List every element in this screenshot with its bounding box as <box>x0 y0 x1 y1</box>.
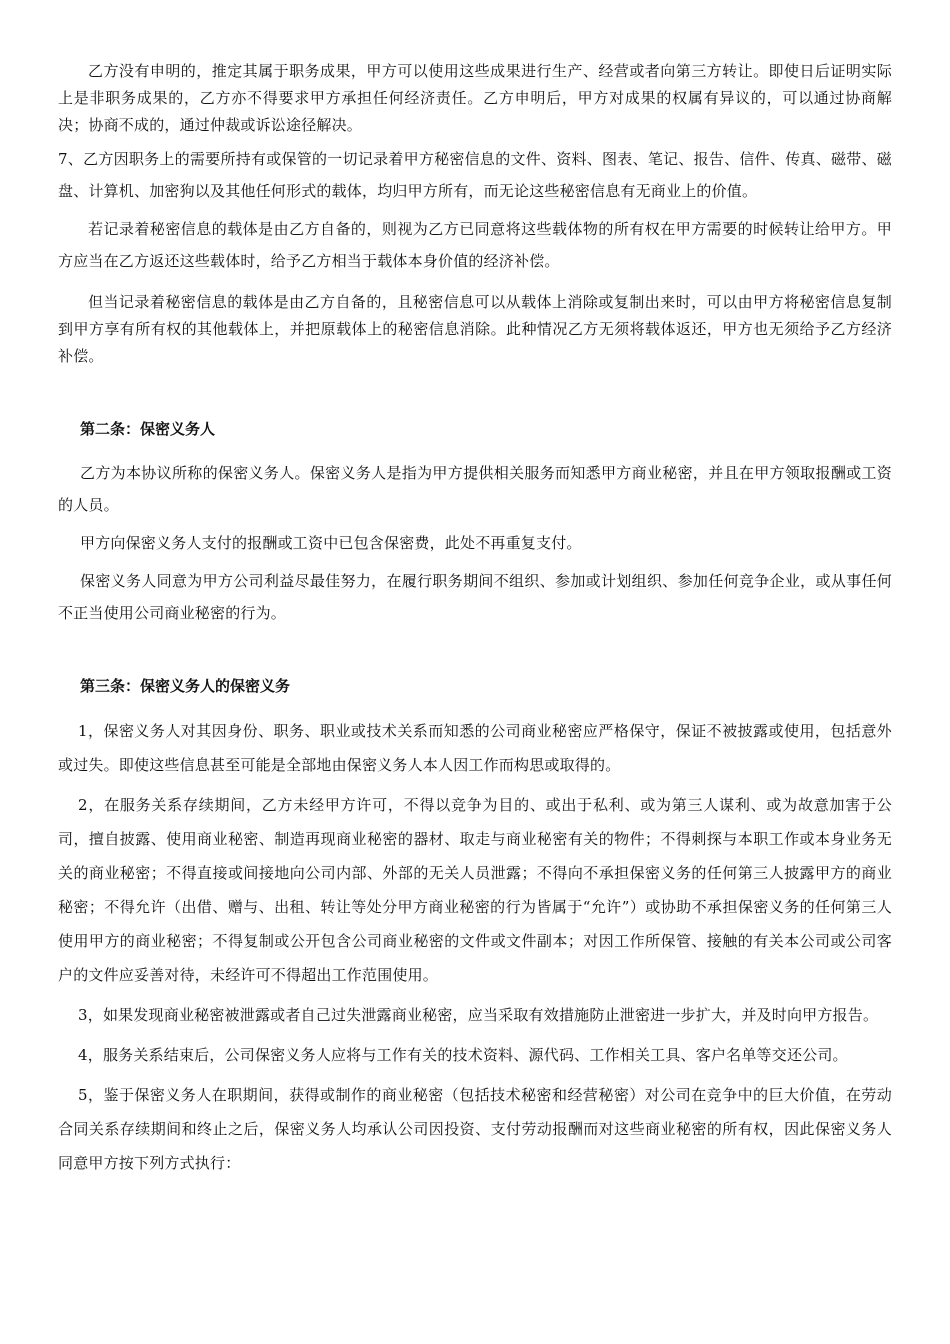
paragraph-ownership-of-results: 乙方没有申明的，推定其属于职务成果，甲方可以使用这些成果进行生产、经营或者向第三方转让。即使日后证明实际上是非职务成果的，乙方亦不得要求甲方承担任何经济责任。乙方申明后，甲方对成果的权属有异议的，可以通过协商解决；协商不成的，通过仲裁或诉讼途径解决。 <box>58 62 892 134</box>
article-2-heading: 第二条：保密义务人 <box>80 420 216 438</box>
paragraph-self-provided-carrier: 若记录着秘密信息的载体是由乙方自备的，则视为乙方已同意将这些载体物的所有权在甲方需要的时候转让给甲方。甲方应当在乙方返还这些载体时，给予乙方相当于载体本身价值的经济补偿。 <box>58 220 892 270</box>
article-3-item-5: 5，鉴于保密义务人在职期间，获得或制作的商业秘密（包括技术秘密和经营秘密）对公司在竞争中的巨大价值，在劳动合同关系存续期间和终止之后，保密义务人均承认公司因投资、支付劳动报酬而对这些商业秘密的所有权，因此保密义务人同意甲方按下列方式执行： <box>58 1086 892 1172</box>
paragraph-carrier-copy: 但当记录着秘密信息的载体是由乙方自备的，且秘密信息可以从载体上消除或复制出来时，可以由甲方将秘密信息复制到甲方享有所有权的其他载体上，并把原载体上的秘密信息消除。此种情况乙方无须将载体返还，甲方也无须给予乙方经济补偿。 <box>58 293 892 365</box>
article-3-item-4: 4，服务关系结束后，公司保密义务人应将与工作有关的技术资料、源代码、工作相关工具、客户名单等交还公司。 <box>78 1046 848 1064</box>
article-3-item-1: 1，保密义务人对其因身份、职务、职业或技术关系而知悉的公司商业秘密应严格保守，保证不被披露或使用，包括意外或过失。即使这些信息甚至可能是全部地由保密义务人本人因工作而构思或取得的。 <box>58 722 892 774</box>
document-page <box>58 58 892 1180</box>
article-3-heading: 第三条：保密义务人的保密义务 <box>80 677 291 695</box>
paragraph-clause-7: 7、乙方因职务上的需要所持有或保管的一切记录着甲方秘密信息的文件、资料、图表、笔记、报告、信件、传真、磁带、磁盘、计算机、加密狗以及其他任何形式的载体，均归甲方所有，而无论这些秘密信息有无商业上的价值。 <box>58 150 892 200</box>
article-3-item-3: 3，如果发现商业秘密被泄露或者自己过失泄露商业秘密，应当采取有效措施防止泄密进一步扩大，并及时向甲方报告。 <box>78 1006 879 1024</box>
article-2-paragraph-1: 乙方为本协议所称的保密义务人。保密义务人是指为甲方提供相关服务而知悉甲方商业秘密，并且在甲方领取报酬或工资的人员。 <box>58 464 892 514</box>
article-2-paragraph-3: 保密义务人同意为甲方公司利益尽最佳努力，在履行职务期间不组织、参加或计划组织、参加任何竞争企业，或从事任何不正当使用公司商业秘密的行为。 <box>58 572 892 622</box>
article-2-paragraph-2: 甲方向保密义务人支付的报酬或工资中已包含保密费，此处不再重复支付。 <box>80 534 582 552</box>
article-3-item-2: 2，在服务关系存续期间，乙方未经甲方许可，不得以竞争为目的、或出于私利、或为第三人谋利、或为故意加害于公司，擅自披露、使用商业秘密、制造再现商业秘密的器材、取走与商业秘密有关的物件；不得刺探与本职工作或本身业务无关的商业秘密；不得直接或间接地向公司内部、外部的无关人员泄露；不得向不承担保密义务的任何第三人披露甲方的商业秘密；不得允许（出借、赠与、出租、转让等处分甲方商业秘密的行为皆属于“允许”）或协助不承担保密义务的任何第三人使用甲方的商业秘密；不得复制或公开包含公司商业秘密的文件或文件副本；对因工作所保管、接触的有关本公司或公司客户的文件应妥善对待，未经许可不得超出工作范围使用。 <box>58 796 892 984</box>
